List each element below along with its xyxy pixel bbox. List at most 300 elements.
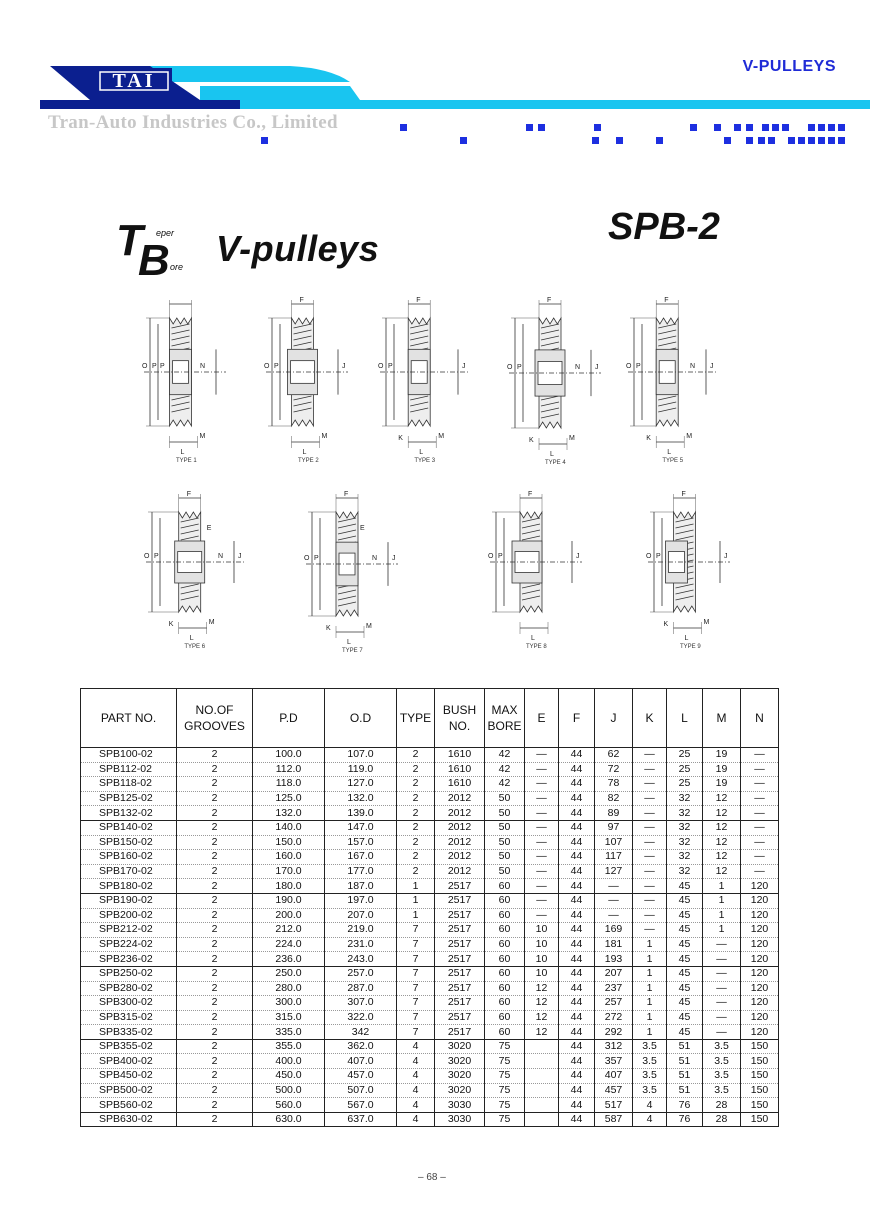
- dimension-label: L: [550, 451, 554, 458]
- pulley-drawing: [262, 296, 352, 466]
- table-cell: 3020: [435, 1083, 485, 1098]
- table-cell: 75: [485, 1098, 525, 1113]
- table-cell: 150: [741, 1098, 779, 1113]
- table-cell: 219.0: [325, 923, 397, 938]
- table-cell: 45: [667, 879, 703, 894]
- table-cell: 2: [177, 806, 253, 821]
- dimension-label: K: [646, 435, 651, 442]
- table-cell: 560.0: [253, 1098, 325, 1113]
- dimension-label: P: [656, 553, 661, 560]
- table-cell: 212.0: [253, 923, 325, 938]
- table-cell: 335.0: [253, 1025, 325, 1040]
- table-header-row: [81, 689, 779, 748]
- dimension-label: M: [321, 433, 328, 440]
- table-cell: 10: [525, 923, 559, 938]
- table-cell: 1: [633, 996, 667, 1011]
- table-cell: 2: [397, 791, 435, 806]
- table-cell: 1: [633, 1025, 667, 1040]
- table-cell: 457: [595, 1083, 633, 1098]
- dimension-label: F: [681, 491, 686, 498]
- dimension-label: L: [531, 635, 535, 642]
- pulley-drawing: [302, 490, 402, 656]
- dimension-label: F: [664, 297, 669, 304]
- table-cell: 44: [559, 1112, 595, 1127]
- table-cell: 76: [667, 1098, 703, 1113]
- table-cell: 4: [397, 1054, 435, 1069]
- spec-table: [80, 688, 779, 1127]
- column-header: E: [525, 689, 559, 748]
- table-cell: 300.0: [253, 996, 325, 1011]
- part-number-cell: SPB630-02: [81, 1112, 177, 1127]
- table-cell: 120: [741, 1025, 779, 1040]
- table-cell: 2: [177, 952, 253, 967]
- table-cell: 12: [703, 835, 741, 850]
- table-cell: 2517: [435, 937, 485, 952]
- table-cell: 243.0: [325, 952, 397, 967]
- table-cell: 60: [485, 1025, 525, 1040]
- table-cell: 2012: [435, 806, 485, 821]
- table-cell: —: [525, 864, 559, 879]
- table-cell: 44: [559, 1010, 595, 1025]
- table-cell: 44: [559, 879, 595, 894]
- table-cell: 140.0: [253, 820, 325, 835]
- table-cell: 45: [667, 996, 703, 1011]
- table-cell: 76: [667, 1112, 703, 1127]
- table-cell: 44: [559, 864, 595, 879]
- table-cell: 4: [397, 1098, 435, 1113]
- table-cell: 44: [559, 806, 595, 821]
- part-number-cell: SPB112-02: [81, 762, 177, 777]
- dimension-label: K: [168, 621, 174, 628]
- dimension-label: L: [180, 449, 185, 456]
- table-cell: [525, 1083, 559, 1098]
- table-cell: 2517: [435, 1025, 485, 1040]
- table-cell: 12: [525, 1025, 559, 1040]
- table-cell: 355.0: [253, 1039, 325, 1054]
- table-cell: 3.5: [703, 1069, 741, 1084]
- table-cell: 51: [667, 1039, 703, 1054]
- column-header: O.D: [325, 689, 397, 748]
- table-cell: 2: [177, 1112, 253, 1127]
- table-cell: 307.0: [325, 996, 397, 1011]
- dimension-label: O: [507, 364, 513, 371]
- table-cell: 44: [559, 791, 595, 806]
- table-cell: 3.5: [703, 1039, 741, 1054]
- dimension-label: J: [342, 363, 346, 370]
- table-cell: 2: [177, 1083, 253, 1098]
- table-cell: 12: [703, 864, 741, 879]
- dimension-label: M: [366, 623, 372, 630]
- table-cell: 2: [177, 1025, 253, 1040]
- table-cell: 62: [595, 748, 633, 763]
- column-header: NO.OF GROOVES: [177, 689, 253, 748]
- table-cell: 2517: [435, 879, 485, 894]
- table-cell: 2: [177, 791, 253, 806]
- page-number: – 68 –: [418, 1172, 446, 1183]
- table-cell: 44: [559, 996, 595, 1011]
- table-cell: 170.0: [253, 864, 325, 879]
- dimension-label: K: [326, 625, 331, 632]
- part-number-cell: SPB300-02: [81, 996, 177, 1011]
- table-cell: 322.0: [325, 1010, 397, 1025]
- table-cell: 287.0: [325, 981, 397, 996]
- table-cell: 42: [485, 748, 525, 763]
- table-cell: —: [703, 1025, 741, 1040]
- table-cell: 2012: [435, 820, 485, 835]
- drawing-type-label: TYPE 5: [662, 458, 684, 464]
- table-cell: 25: [667, 762, 703, 777]
- column-header: PART NO.: [81, 689, 177, 748]
- section-title: V-PULLEYS: [742, 58, 836, 75]
- table-cell: 127: [595, 864, 633, 879]
- table-cell: —: [633, 908, 667, 923]
- table-cell: [525, 1098, 559, 1113]
- table-cell: 51: [667, 1069, 703, 1084]
- table-cell: 120: [741, 1010, 779, 1025]
- table-cell: 150: [741, 1112, 779, 1127]
- table-cell: 45: [667, 937, 703, 952]
- table-cell: 3020: [435, 1054, 485, 1069]
- table-cell: —: [703, 996, 741, 1011]
- table-cell: —: [525, 835, 559, 850]
- dimension-label: J: [595, 364, 599, 371]
- table-cell: —: [633, 923, 667, 938]
- company-logo: TAI: [112, 70, 156, 92]
- drawing-type-label: TYPE 1: [176, 458, 197, 464]
- table-cell: —: [525, 806, 559, 821]
- table-cell: 60: [485, 879, 525, 894]
- dimension-label: F: [547, 297, 552, 304]
- dimension-label: J: [392, 555, 396, 562]
- table-cell: 200.0: [253, 908, 325, 923]
- part-number-cell: SPB100-02: [81, 748, 177, 763]
- table-cell: 1: [703, 923, 741, 938]
- table-cell: 7: [397, 1025, 435, 1040]
- table-cell: —: [633, 748, 667, 763]
- dimension-label: F: [186, 491, 191, 498]
- table-cell: 400.0: [253, 1054, 325, 1069]
- part-number-cell: SPB190-02: [81, 893, 177, 908]
- table-cell: 7: [397, 923, 435, 938]
- table-cell: —: [741, 791, 779, 806]
- table-cell: 7: [397, 996, 435, 1011]
- table-cell: 19: [703, 748, 741, 763]
- table-cell: 450.0: [253, 1069, 325, 1084]
- table-cell: 44: [559, 952, 595, 967]
- table-cell: 78: [595, 777, 633, 792]
- table-cell: 107: [595, 835, 633, 850]
- table-cell: —: [741, 820, 779, 835]
- table-row: [81, 864, 779, 879]
- table-cell: —: [633, 820, 667, 835]
- table-cell: 2: [177, 777, 253, 792]
- dimension-label: P: [160, 363, 165, 370]
- table-cell: 7: [397, 1010, 435, 1025]
- table-cell: 292: [595, 1025, 633, 1040]
- table-cell: 32: [667, 791, 703, 806]
- table-cell: 50: [485, 791, 525, 806]
- pulley-drawing: [486, 490, 586, 652]
- table-cell: —: [741, 864, 779, 879]
- part-number-cell: SPB118-02: [81, 777, 177, 792]
- table-cell: 2: [397, 820, 435, 835]
- table-cell: 187.0: [325, 879, 397, 894]
- dimension-label: N: [575, 364, 581, 371]
- dimension-label: O: [144, 553, 150, 560]
- table-cell: 150.0: [253, 835, 325, 850]
- table-cell: 44: [559, 1098, 595, 1113]
- table-cell: 120: [741, 937, 779, 952]
- table-cell: [525, 1112, 559, 1127]
- table-cell: 44: [559, 923, 595, 938]
- dimension-label: O: [626, 363, 632, 370]
- table-row: [81, 908, 779, 923]
- table-cell: 2: [177, 850, 253, 865]
- dimension-label: M: [438, 433, 445, 440]
- dimension-label: L: [684, 635, 689, 642]
- table-cell: 32: [667, 820, 703, 835]
- table-cell: 60: [485, 952, 525, 967]
- table-cell: —: [741, 777, 779, 792]
- drawing-type-label: TYPE 2: [298, 458, 319, 464]
- part-number-cell: SPB280-02: [81, 981, 177, 996]
- table-cell: 51: [667, 1054, 703, 1069]
- table-cell: 1610: [435, 777, 485, 792]
- table-cell: 177.0: [325, 864, 397, 879]
- column-header: TYPE: [397, 689, 435, 748]
- dimension-label: O: [488, 553, 494, 560]
- table-cell: [525, 1054, 559, 1069]
- table-cell: 127.0: [325, 777, 397, 792]
- part-number-cell: SPB170-02: [81, 864, 177, 879]
- table-cell: 12: [703, 791, 741, 806]
- dimension-label: E: [360, 525, 365, 532]
- table-cell: —: [525, 791, 559, 806]
- table-cell: 44: [559, 835, 595, 850]
- dimension-label: K: [663, 621, 669, 628]
- dimension-label: J: [238, 553, 242, 560]
- dimension-label: F: [344, 491, 349, 498]
- table-cell: —: [703, 981, 741, 996]
- table-cell: 1: [703, 908, 741, 923]
- table-cell: 1: [397, 893, 435, 908]
- table-cell: 45: [667, 952, 703, 967]
- table-cell: 1: [633, 966, 667, 981]
- table-cell: 2: [177, 879, 253, 894]
- table-cell: 132.0: [253, 806, 325, 821]
- column-header: M: [703, 689, 741, 748]
- part-number-cell: SPB140-02: [81, 820, 177, 835]
- table-cell: 44: [559, 777, 595, 792]
- column-header: P.D: [253, 689, 325, 748]
- table-cell: 75: [485, 1083, 525, 1098]
- table-cell: 60: [485, 893, 525, 908]
- table-row: [81, 893, 779, 908]
- table-cell: 250.0: [253, 966, 325, 981]
- table-cell: 28: [703, 1112, 741, 1127]
- table-cell: 60: [485, 908, 525, 923]
- table-cell: 2: [177, 923, 253, 938]
- table-cell: 44: [559, 937, 595, 952]
- dimension-label: P: [498, 553, 503, 560]
- table-cell: —: [525, 908, 559, 923]
- table-cell: 630.0: [253, 1112, 325, 1127]
- table-row: [81, 762, 779, 777]
- column-header: J: [595, 689, 633, 748]
- table-cell: 32: [667, 835, 703, 850]
- table-cell: 207: [595, 966, 633, 981]
- table-cell: 120: [741, 879, 779, 894]
- table-cell: 2517: [435, 996, 485, 1011]
- table-cell: —: [595, 908, 633, 923]
- table-row: [81, 952, 779, 967]
- table-cell: 44: [559, 1083, 595, 1098]
- table-cell: 2: [177, 820, 253, 835]
- table-row: [81, 850, 779, 865]
- table-cell: 72: [595, 762, 633, 777]
- table-cell: 2: [177, 1039, 253, 1054]
- dimension-label: N: [372, 555, 378, 562]
- drawing-type-label: TYPE 4: [545, 460, 566, 466]
- dimension-label: K: [398, 435, 403, 442]
- dimension-label: O: [646, 553, 652, 560]
- column-header: F: [559, 689, 595, 748]
- dimension-label: F: [528, 491, 533, 498]
- table-cell: [525, 1069, 559, 1084]
- table-cell: 2517: [435, 952, 485, 967]
- dimension-label: O: [378, 363, 384, 370]
- table-cell: 180.0: [253, 879, 325, 894]
- table-cell: 44: [559, 748, 595, 763]
- table-cell: 12: [703, 820, 741, 835]
- table-cell: 407.0: [325, 1054, 397, 1069]
- table-row: [81, 777, 779, 792]
- table-cell: 50: [485, 806, 525, 821]
- table-cell: 407: [595, 1069, 633, 1084]
- table-cell: 3020: [435, 1039, 485, 1054]
- table-cell: 4: [633, 1112, 667, 1127]
- table-cell: 2012: [435, 864, 485, 879]
- dimension-label: L: [667, 449, 672, 456]
- table-cell: 44: [559, 893, 595, 908]
- dimension-label: M: [703, 619, 710, 626]
- table-cell: —: [525, 762, 559, 777]
- table-cell: 118.0: [253, 777, 325, 792]
- table-cell: 147.0: [325, 820, 397, 835]
- table-cell: 107.0: [325, 748, 397, 763]
- table-cell: 1: [703, 893, 741, 908]
- table-row: [81, 1039, 779, 1054]
- table-cell: 280.0: [253, 981, 325, 996]
- table-cell: 82: [595, 791, 633, 806]
- table-cell: —: [633, 777, 667, 792]
- table-cell: 2: [397, 748, 435, 763]
- table-cell: 32: [667, 864, 703, 879]
- table-cell: 45: [667, 923, 703, 938]
- table-cell: 157.0: [325, 835, 397, 850]
- table-row: [81, 1098, 779, 1113]
- table-row: [81, 748, 779, 763]
- table-cell: 89: [595, 806, 633, 821]
- table-cell: —: [741, 850, 779, 865]
- table-cell: 60: [485, 1010, 525, 1025]
- table-cell: 51: [667, 1083, 703, 1098]
- part-number-cell: SPB160-02: [81, 850, 177, 865]
- table-cell: 44: [559, 1039, 595, 1054]
- table-cell: 12: [703, 850, 741, 865]
- part-number-cell: SPB335-02: [81, 1025, 177, 1040]
- part-number-cell: SPB400-02: [81, 1054, 177, 1069]
- table-cell: 112.0: [253, 762, 325, 777]
- column-header: MAX BORE: [485, 689, 525, 748]
- table-cell: 3020: [435, 1069, 485, 1084]
- table-cell: 44: [559, 908, 595, 923]
- dimension-label: J: [576, 553, 580, 560]
- pulley-drawing: [505, 296, 605, 468]
- table-cell: 2517: [435, 981, 485, 996]
- table-cell: 3.5: [633, 1054, 667, 1069]
- table-cell: 2517: [435, 893, 485, 908]
- table-row: [81, 981, 779, 996]
- table-cell: 457.0: [325, 1069, 397, 1084]
- table-cell: 272: [595, 1010, 633, 1025]
- table-cell: 1: [633, 952, 667, 967]
- table-cell: 637.0: [325, 1112, 397, 1127]
- part-number-cell: SPB355-02: [81, 1039, 177, 1054]
- table-cell: [525, 1039, 559, 1054]
- table-cell: —: [525, 879, 559, 894]
- table-cell: 587: [595, 1112, 633, 1127]
- part-number-cell: SPB500-02: [81, 1083, 177, 1098]
- part-number-cell: SPB212-02: [81, 923, 177, 938]
- dimension-label: P: [314, 555, 319, 562]
- table-cell: 3.5: [633, 1083, 667, 1098]
- table-cell: 120: [741, 908, 779, 923]
- table-cell: 517: [595, 1098, 633, 1113]
- table-cell: 342: [325, 1025, 397, 1040]
- table-cell: 120: [741, 966, 779, 981]
- dimension-label: O: [142, 363, 148, 370]
- table-cell: 2: [177, 1010, 253, 1025]
- table-cell: 4: [397, 1069, 435, 1084]
- table-cell: 44: [559, 1054, 595, 1069]
- drawing-type-label: TYPE 6: [184, 644, 206, 650]
- table-cell: —: [633, 806, 667, 821]
- table-cell: 507.0: [325, 1083, 397, 1098]
- dimension-label: J: [462, 363, 466, 370]
- table-cell: 3.5: [703, 1054, 741, 1069]
- table-cell: 3030: [435, 1098, 485, 1113]
- table-cell: 237: [595, 981, 633, 996]
- table-cell: 2: [177, 835, 253, 850]
- part-number-cell: SPB236-02: [81, 952, 177, 967]
- table-cell: 2: [177, 966, 253, 981]
- table-row: [81, 1083, 779, 1098]
- table-cell: 1: [703, 879, 741, 894]
- table-cell: —: [633, 893, 667, 908]
- dimension-label: F: [299, 297, 304, 304]
- table-cell: —: [595, 879, 633, 894]
- table-cell: 224.0: [253, 937, 325, 952]
- column-header: K: [633, 689, 667, 748]
- table-cell: 500.0: [253, 1083, 325, 1098]
- table-cell: 19: [703, 777, 741, 792]
- table-cell: 2: [177, 996, 253, 1011]
- part-number-cell: SPB560-02: [81, 1098, 177, 1113]
- table-cell: 10: [525, 952, 559, 967]
- part-number-cell: SPB200-02: [81, 908, 177, 923]
- pulley-drawing: [624, 296, 720, 466]
